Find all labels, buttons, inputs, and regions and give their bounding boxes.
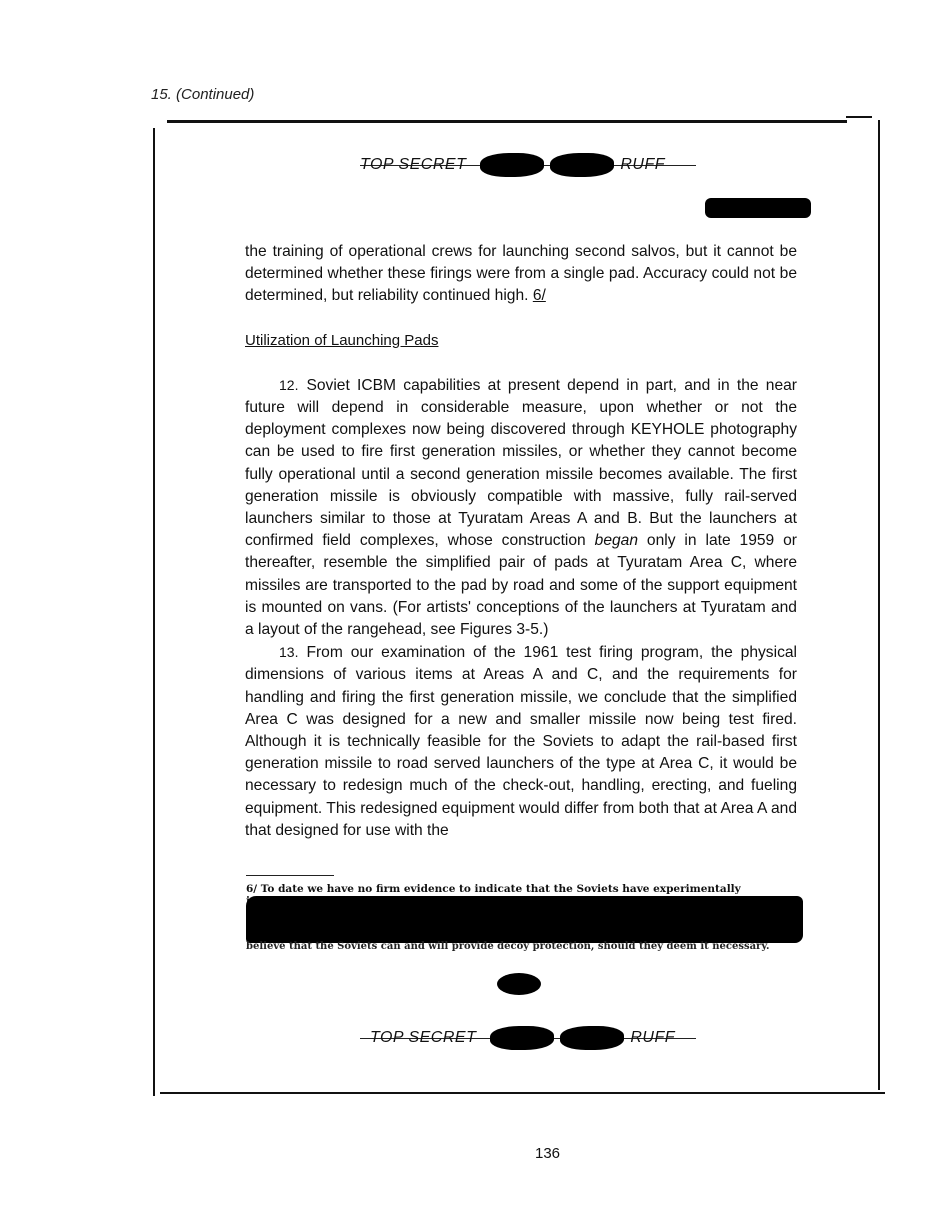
redaction-block	[497, 973, 541, 995]
redaction-block	[490, 1026, 554, 1050]
frame-bottom-border	[160, 1092, 885, 1094]
paragraph-text: From our examination of the 1961 test firing program, the physical dimensions of various items at Areas A and C, and the requirements for handling and firing the first generation missile, we conclude that the simplified Area C was designed for a new and smaller missile now being test fired. Although it is technically feasible for the Soviets to adapt the rail-based first generation missile to road served launchers of the type at Area C, it would be necessary to redesign much of the check-out, handling, erecting, and fueling equipment. This redesigned equipment would differ from both that at Area A and that designed for use with the	[245, 644, 797, 839]
paragraph-number: 12.	[279, 376, 299, 393]
page-number: 136	[535, 1145, 561, 1162]
classification-label: TOP SECRET	[360, 156, 467, 173]
section-heading: Utilization of Launching Pads	[245, 331, 439, 349]
footnote-tail: believe that the Soviets can and will provide decoy protection, should they deem it necessary.	[246, 941, 770, 952]
paragraph-text: only in late 1959 or thereafter, resemble the simplified pair of pads at Tyuratam Area C, where missiles are transported to the pad by road and some of the support equipment is mounted on vans. (For artists' conceptions of the launchers at Tyuratam and a layout of the rangehead, see Figures 3-5.)	[245, 532, 797, 639]
frame-right-border	[878, 120, 880, 1090]
classification-codeword: RUFF	[620, 156, 666, 173]
frame-left-border	[153, 128, 155, 1096]
redaction-block	[705, 198, 811, 218]
footnote-text: 6/ To date we have no firm evidence to indicate that the Soviets have experimentally	[246, 883, 741, 895]
classification-label: TOP SECRET	[370, 1029, 477, 1046]
paragraph	[245, 241, 797, 308]
footnote-divider	[246, 875, 334, 876]
paragraph-number: 13.	[279, 644, 299, 661]
paragraph-13	[245, 641, 797, 842]
classification-codeword: RUFF	[630, 1029, 676, 1046]
redaction-block	[246, 896, 803, 943]
classification-banner-top	[360, 151, 696, 179]
paragraph-emphasis: began	[594, 532, 639, 550]
paragraph-12	[245, 374, 797, 641]
document-body	[245, 241, 797, 842]
redaction-block	[480, 153, 544, 177]
redaction-block	[550, 153, 614, 177]
frame-top-tick	[846, 116, 872, 118]
paragraph-text: Soviet ICBM capabilities at present depend in part, and in the near future will depend in considerable measure, upon whether or not the deployment complexes now being discovered through KEYHOLE photography can be used to fire first generation missiles, or whether they cannot become fully operational until a second generation missile becomes available. The first generation missile is obviously compatible with massive, fully rail-served launchers similar to those at Tyuratam Areas A and B. But the launchers at confirmed field complexes, whose construction	[245, 376, 797, 550]
classification-banner-bottom	[360, 1024, 696, 1052]
frame-top-border	[167, 120, 847, 123]
redaction-block	[560, 1026, 624, 1050]
footnote-reference: 6/	[532, 287, 546, 305]
continued-header: 15. (Continued)	[151, 86, 255, 103]
paragraph-text: the training of operational crews for launching second salvos, but it cannot be determined whether these firings were from a single pad. Accuracy could not be determined, but reliability continued high.	[245, 243, 797, 305]
